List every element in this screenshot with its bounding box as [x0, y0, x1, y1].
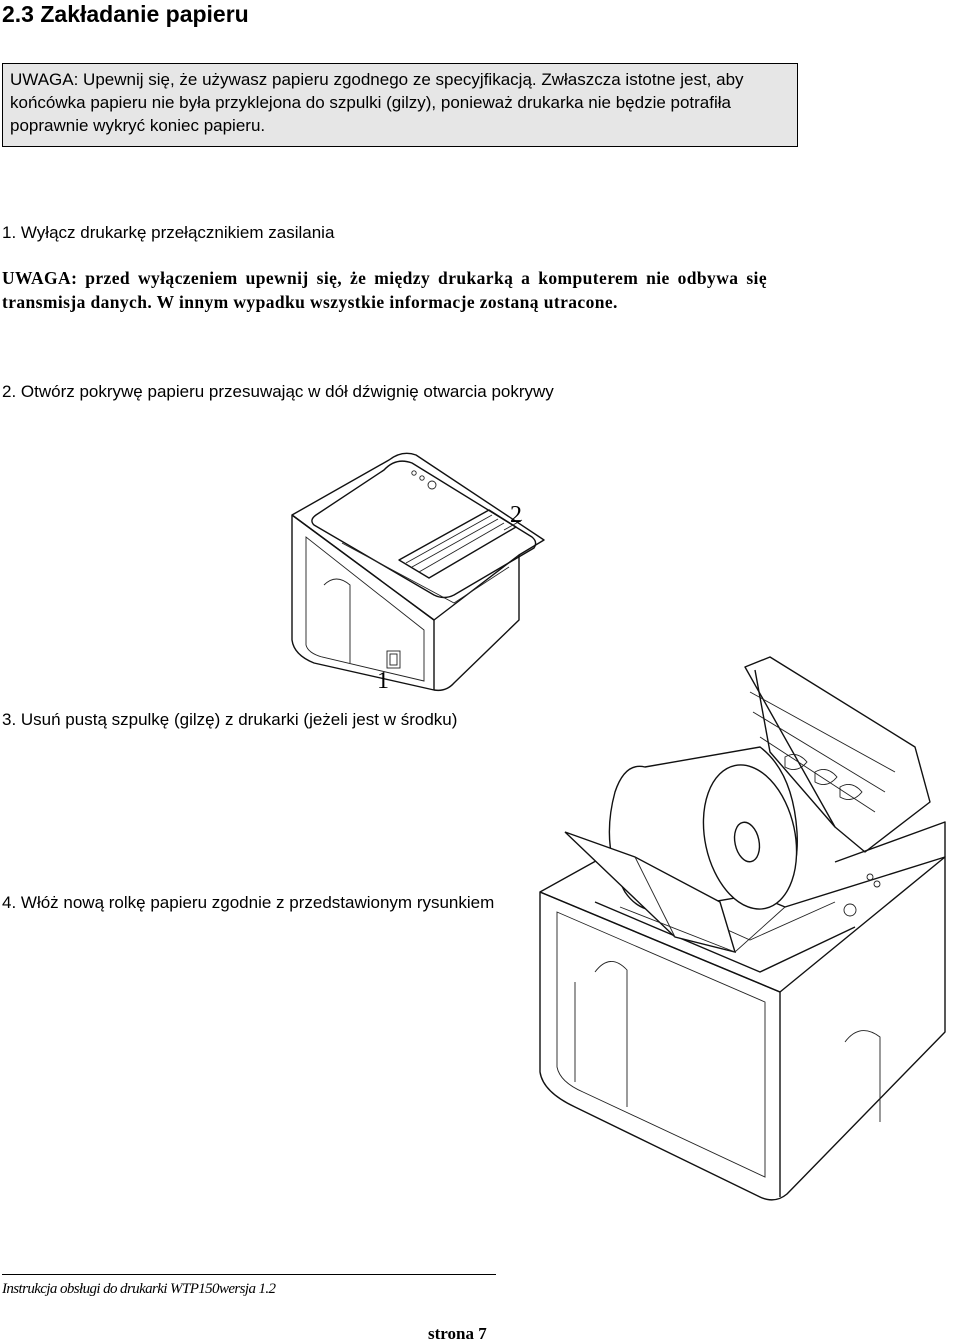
- led-indicator-icon: [867, 874, 873, 880]
- led-indicator-icon: [412, 471, 416, 475]
- tear-bar: [399, 510, 516, 578]
- power-off-warning: UWAGA: przed wyłączeniem upewnij się, że między drukarką a komputerem nie odbywa się transmisja danych. W innym wypadku wszystkie informacje zostaną utracone.: [2, 268, 767, 312]
- callout-lever-label: 2: [510, 502, 522, 528]
- led-indicator-icon: [874, 881, 880, 887]
- step-1: 1. Wyłącz drukarkę przełącznikiem zasilania: [2, 223, 335, 242]
- step-2: 2. Otwórz pokrywę papieru przesuwając w dół dźwignię otwarcia pokrywy: [2, 382, 554, 401]
- callout-power-label: 1: [377, 668, 389, 694]
- step-3: 3. Usuń pustą szpulkę (gilzę) z drukarki (jeżeli jest w środku): [2, 710, 458, 729]
- notice-box: [2, 63, 798, 147]
- power-switch-icon: [387, 651, 400, 668]
- footer-rule: [2, 1274, 496, 1275]
- step-4: 4. Włóż nową rolkę papieru zgodnie z przedstawionym rysunkiem: [2, 893, 495, 912]
- notice-label: UWAGA:: [10, 70, 79, 89]
- led-indicator-icon: [420, 476, 424, 480]
- section-title: 2.3 Zakładanie papieru: [2, 1, 249, 27]
- feed-button-icon: [844, 904, 856, 916]
- printer-closed-illustration: [284, 445, 554, 695]
- paper-roll: [565, 747, 809, 952]
- notice-text: [10, 68, 790, 137]
- printer-open-with-roll-illustration: [535, 652, 955, 1207]
- notice-body: Upewnij się, że używasz papieru zgodnego ze specyjfikacją. Zwłaszcza istotne jest, aby końcówka papieru nie była przyklejona do szpulki (gilzy), ponieważ drukarka nie będzie potrafiła poprawnie wykryć koniec papieru.: [10, 70, 744, 135]
- feed-button-icon: [428, 481, 436, 489]
- power-switch-rocker-icon: [390, 654, 397, 665]
- footer-manual-title: Instrukcja obsługi do drukarki WTP150wersja 1.2: [2, 1281, 276, 1297]
- page-number: strona 7: [428, 1324, 487, 1343]
